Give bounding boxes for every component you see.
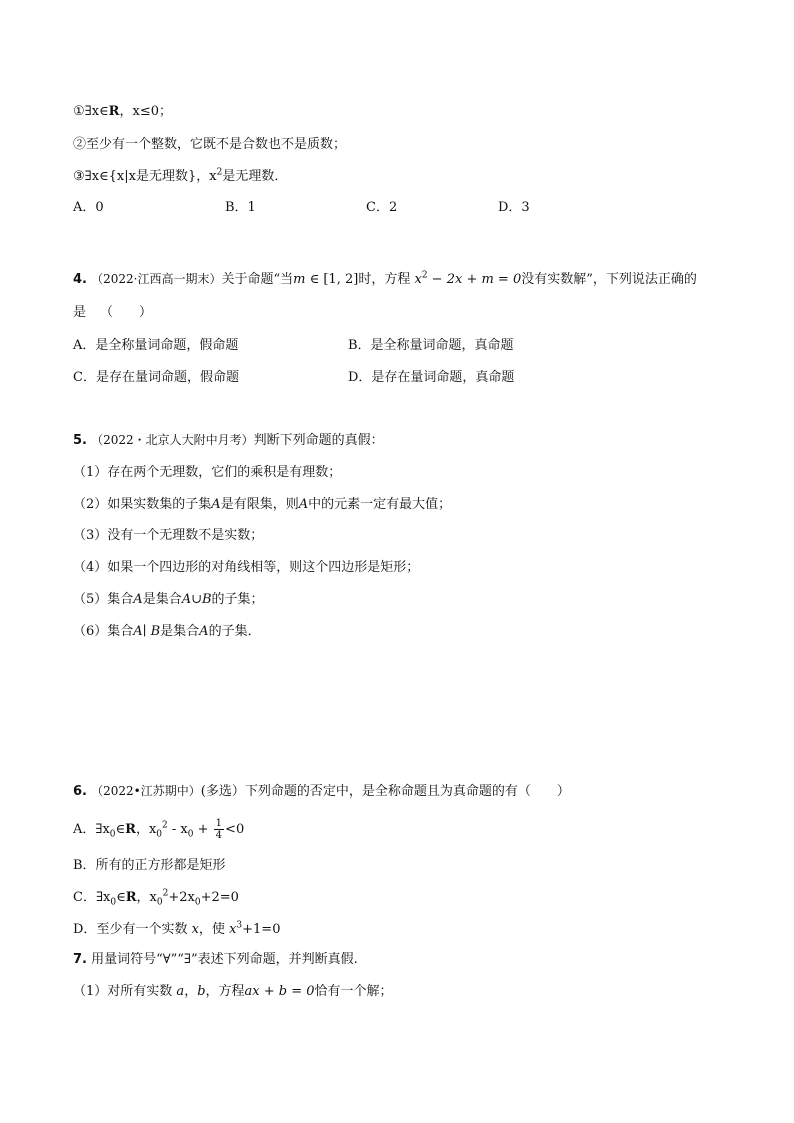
statement-text: ∃x∈: [84, 104, 109, 119]
item-text: 集合: [107, 592, 134, 607]
question-source: （2022·江西高一期末）: [91, 272, 222, 286]
math-text: ∃x: [95, 890, 111, 905]
math-variable: b: [197, 984, 206, 999]
item-text: 中的元素一定有最大值；: [308, 497, 452, 512]
statement-2: [73, 136, 346, 154]
item-marker: ②: [73, 137, 87, 152]
subscript: 0: [156, 897, 163, 908]
math-variable: A: [133, 592, 143, 607]
math-variable: A: [199, 624, 209, 639]
math-variable: A: [298, 497, 309, 512]
math-text: - x: [167, 822, 188, 837]
question-5: [73, 431, 384, 450]
statement-text: ∃x∈{x|x是无理数}，x: [84, 169, 217, 184]
subscript: 0: [194, 897, 201, 908]
item-text: ，: [184, 984, 198, 999]
q6-option-b: B．所有的正方形都是矩形: [73, 858, 226, 873]
exponent: 3: [236, 920, 243, 931]
item-label: （5）: [73, 592, 108, 607]
real-set-symbol: R: [125, 822, 136, 837]
math-text: ∈: [116, 890, 126, 905]
question-text: 没有实数解”，下列说法正确的: [521, 272, 697, 287]
option-text: ，使: [198, 922, 230, 937]
statement-3: [73, 168, 287, 186]
question-6: [73, 782, 570, 801]
question-4-cont: [73, 304, 152, 322]
question-text: 时，方程: [358, 272, 411, 287]
option-c: C．2: [366, 200, 398, 215]
math-range: ∈ [1, 2]: [305, 272, 359, 287]
item-text: 存在两个无理数，它们的乘积是有理数；: [107, 465, 342, 480]
math-equation: ax + b = 0: [244, 984, 315, 999]
option-d: D．3: [498, 200, 530, 215]
math-variable: A: [211, 497, 221, 512]
question-text: 是: [73, 305, 87, 320]
question-text: 关于命题“当: [221, 272, 294, 287]
item-label: （4）: [73, 560, 108, 575]
real-set-symbol: R: [108, 104, 120, 119]
item-label: （6）: [73, 624, 108, 639]
math-text: +2=0: [200, 890, 239, 905]
q5-item-4: [73, 559, 419, 577]
item-text: ，方程: [205, 984, 245, 999]
fraction: [214, 818, 224, 841]
item-text: 如果实数集的子集: [107, 497, 212, 512]
option-text: 至少有一个实数: [96, 922, 192, 937]
question-number: 4.: [73, 272, 87, 287]
q6-option-d: [73, 921, 280, 939]
item-text: 的子集．: [208, 624, 261, 639]
q6-option-a: [73, 818, 244, 841]
statement-1: [73, 103, 172, 121]
subscript: 0: [156, 829, 163, 840]
item-text: 集合: [107, 624, 134, 639]
item-marker: ①: [73, 104, 85, 119]
item-text: 的子集；: [211, 592, 264, 607]
question-number: 7.: [73, 952, 87, 967]
math-variable: a: [176, 984, 185, 999]
math-text: ∈: [115, 822, 126, 837]
item-label: （1）: [73, 465, 108, 480]
math-text: +1=0: [242, 922, 281, 937]
question-text: 判断下列命题的真假：: [253, 433, 384, 448]
option-label: D．: [73, 922, 97, 937]
math-equation: − 2x + m = 0: [427, 272, 522, 287]
math-text: ，x: [136, 890, 157, 905]
math-variable: m: [293, 272, 306, 287]
item-label: （3）: [73, 528, 108, 543]
item-text: 恰有一个解；: [314, 984, 393, 999]
math-variable: x: [414, 272, 422, 287]
question-text: 用量词符号“∀”“∃”表述下列命题，并判断真假.: [91, 952, 358, 967]
item-text: 对所有实数: [107, 984, 177, 999]
option-b: B．1: [225, 200, 256, 215]
statement-text: ，x≤0；: [119, 104, 172, 119]
q5-item-3: [73, 527, 263, 545]
q4-option-d: D．是存在量词命题，真命题: [348, 370, 515, 385]
denominator: 4: [215, 830, 223, 841]
q5-item-5: [73, 591, 264, 609]
item-label: （2）: [73, 497, 108, 512]
question-number: 6.: [73, 784, 87, 799]
q5-item-1: [73, 464, 341, 482]
subscript: 0: [110, 897, 117, 908]
item-label: （1）: [73, 984, 108, 999]
subscript: 0: [187, 829, 194, 840]
math-expression: A∪B: [181, 592, 212, 607]
real-set-symbol: R: [125, 890, 137, 905]
numerator: 1: [215, 818, 223, 829]
exponent: 2: [162, 888, 169, 899]
math-variable: x: [229, 922, 237, 937]
statement-text: 是无理数．: [222, 169, 288, 184]
item-marker: ③: [73, 169, 85, 184]
q4-option-a: A．是全称量词命题，假命题: [73, 338, 239, 353]
math-text: +: [193, 822, 213, 837]
q5-item-2: [73, 496, 451, 514]
math-text: ∃x: [95, 822, 110, 837]
exponent: 2: [162, 820, 168, 831]
option-label: C．: [73, 890, 96, 905]
statement-text: 至少有一个整数，它既不是合数也不是质数；: [86, 137, 347, 152]
option-a: A．0: [73, 200, 104, 215]
item-text: 是集合: [142, 592, 182, 607]
question-number: 5.: [73, 433, 87, 448]
answer-blank: （ ）: [100, 305, 153, 320]
math-expression: A∣ B: [133, 624, 161, 639]
subscript: 0: [109, 829, 116, 840]
q4-option-b: B．是全称量词命题，真命题: [348, 338, 514, 353]
item-text: 是有限集，则: [220, 497, 299, 512]
exponent: 2: [421, 270, 428, 281]
question-text: (多选）下列命题的否定中，是全称命题且为真命题的有（ ）: [200, 784, 570, 799]
math-text: ，x: [135, 822, 157, 837]
item-text: 如果一个四边形的对角线相等，则这个四边形是矩形；: [107, 560, 420, 575]
q5-item-6: [73, 623, 261, 641]
item-text: 是集合: [160, 624, 200, 639]
question-source: （2022・北京人大附中月考）: [91, 433, 254, 447]
option-label: A．: [73, 822, 96, 837]
question-source: （2022•江苏期中）: [91, 784, 201, 798]
question-4: [73, 270, 697, 289]
q7-item-1: [73, 983, 393, 1001]
q4-option-c: C．是存在量词命题，假命题: [73, 370, 239, 385]
math-text: +2x: [168, 890, 195, 905]
math-text: <0: [225, 822, 245, 837]
exponent: 2: [216, 167, 223, 178]
question-7: [73, 951, 358, 969]
item-text: 没有一个无理数不是实数；: [107, 528, 264, 543]
q6-option-c: [73, 889, 239, 907]
math-variable: x: [191, 922, 199, 937]
